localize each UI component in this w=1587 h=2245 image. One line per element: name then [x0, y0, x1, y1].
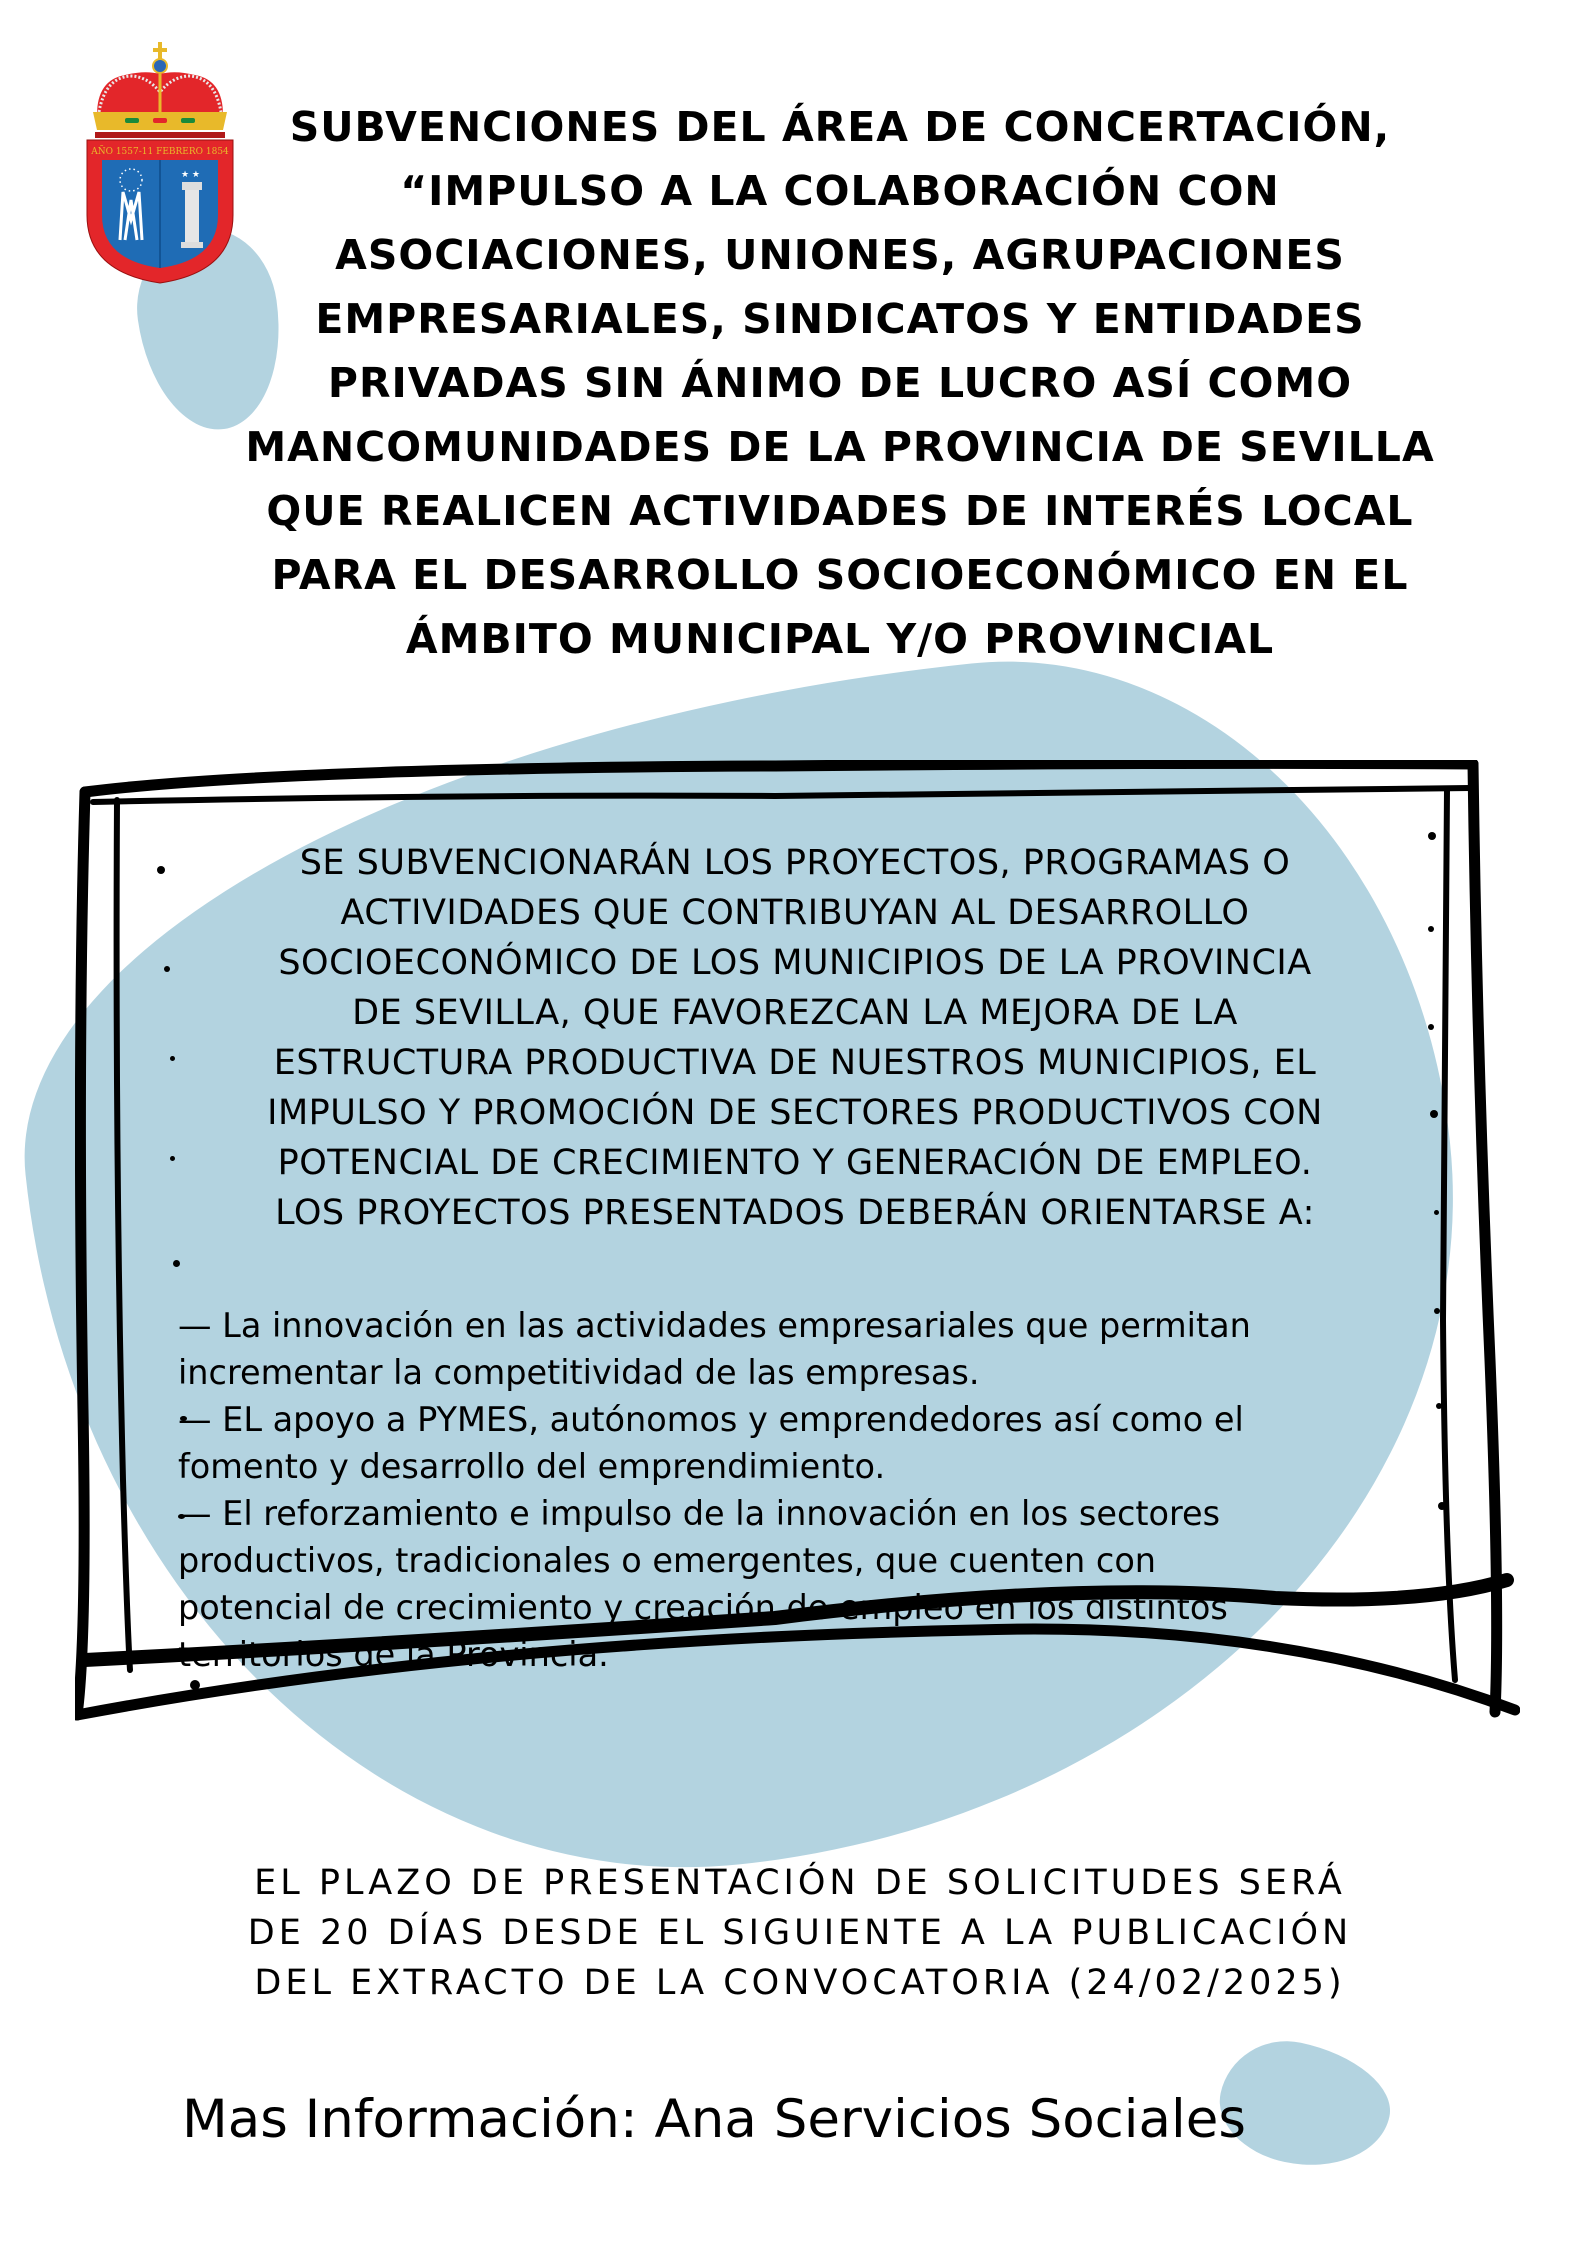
title-line: ASOCIACIONES, UNIONES, AGRUPACIONES — [335, 231, 1345, 279]
bullet-dot-icon — [1430, 1110, 1438, 1118]
title-line: PARA EL DESARROLLO SOCIOECONÓMICO EN EL — [271, 551, 1409, 599]
subsidy-description — [160, 838, 1430, 1238]
title-line: “IMPULSO A LA COLABORACIÓN CON — [400, 167, 1280, 215]
objective-line: — El reforzamiento e impulso de la innovación en los sectores — [178, 1494, 1221, 1533]
page-title — [180, 95, 1500, 671]
bullet-dot-icon — [1434, 1210, 1439, 1215]
description-line: LOS PROYECTOS PRESENTADOS DEBERÁN ORIENTARSE A: — [275, 1193, 1315, 1233]
objective-line: fomento y desarrollo del emprendimiento. — [178, 1447, 886, 1486]
description-line: POTENCIAL DE CRECIMIENTO Y GENERACIÓN DE EMPLEO. — [277, 1143, 1313, 1183]
contact-info: Mas Información: Ana Servicios Sociales — [182, 2089, 1246, 2150]
description-line: SE SUBVENCIONARÁN LOS PROYECTOS, PROGRAMAS O — [299, 843, 1291, 883]
description-line: ACTIVIDADES QUE CONTRIBUYAN AL DESARROLLO — [340, 893, 1250, 933]
objective-line: — EL apoyo a PYMES, autónomos y emprendedores así como el — [178, 1400, 1244, 1439]
title-line: QUE REALICEN ACTIVIDADES DE INTERÉS LOCAL — [266, 487, 1414, 535]
bullet-dot-icon — [173, 1260, 180, 1267]
deadline-line: DE 20 DÍAS DESDE EL SIGUIENTE A LA PUBLICACIÓN — [247, 1913, 1353, 1953]
title-line: MANCOMUNIDADES DE LA PROVINCIA DE SEVILLA — [245, 423, 1435, 471]
bullet-dot-icon — [190, 1680, 200, 1690]
objective-line: potencial de crecimiento y creación de empleo en los distintos — [178, 1588, 1228, 1627]
objective-line: territorios de la Provincia. — [178, 1635, 609, 1674]
deadline-notice — [140, 1858, 1460, 2008]
title-line: PRIVADAS SIN ÁNIMO DE LUCRO ASÍ COMO — [327, 359, 1353, 407]
description-line: IMPULSO Y PROMOCIÓN DE SECTORES PRODUCTIVOS CON — [267, 1093, 1323, 1133]
description-line: ESTRUCTURA PRODUCTIVA DE NUESTROS MUNICIPIOS, EL — [273, 1043, 1317, 1083]
bullet-dot-icon — [1438, 1502, 1446, 1510]
description-line: DE SEVILLA, QUE FAVOREZCAN LA MEJORA DE LA — [352, 993, 1238, 1033]
title-line: SUBVENCIONES DEL ÁREA DE CONCERTACIÓN, — [289, 103, 1391, 151]
deadline-line: EL PLAZO DE PRESENTACIÓN DE SOLICITUDES SERÁ — [254, 1863, 1346, 1903]
title-line: EMPRESARIALES, SINDICATOS Y ENTIDADES — [315, 295, 1365, 343]
objective-line: productivos, tradicionales o emergentes, que cuenten con — [178, 1541, 1157, 1580]
objective-line: incrementar la competitividad de las empresas. — [178, 1353, 980, 1392]
objectives-list — [178, 1302, 1438, 1678]
objective-line: — La innovación en las actividades empresariales que permitan — [178, 1306, 1251, 1345]
svg-text:AÑO 1557-11 FEBRERO 1854: AÑO 1557-11 FEBRERO 1854 — [91, 147, 229, 157]
svg-text:★ ★: ★ ★ — [181, 170, 200, 180]
deadline-line: DEL EXTRACTO DE LA CONVOCATORIA (24/02/2025) — [254, 1963, 1346, 2003]
title-line: ÁMBITO MUNICIPAL Y/O PROVINCIAL — [405, 615, 1275, 663]
description-line: SOCIOECONÓMICO DE LOS MUNICIPIOS DE LA PROVINCIA — [278, 943, 1312, 983]
bullet-dot-icon — [1440, 1594, 1446, 1600]
